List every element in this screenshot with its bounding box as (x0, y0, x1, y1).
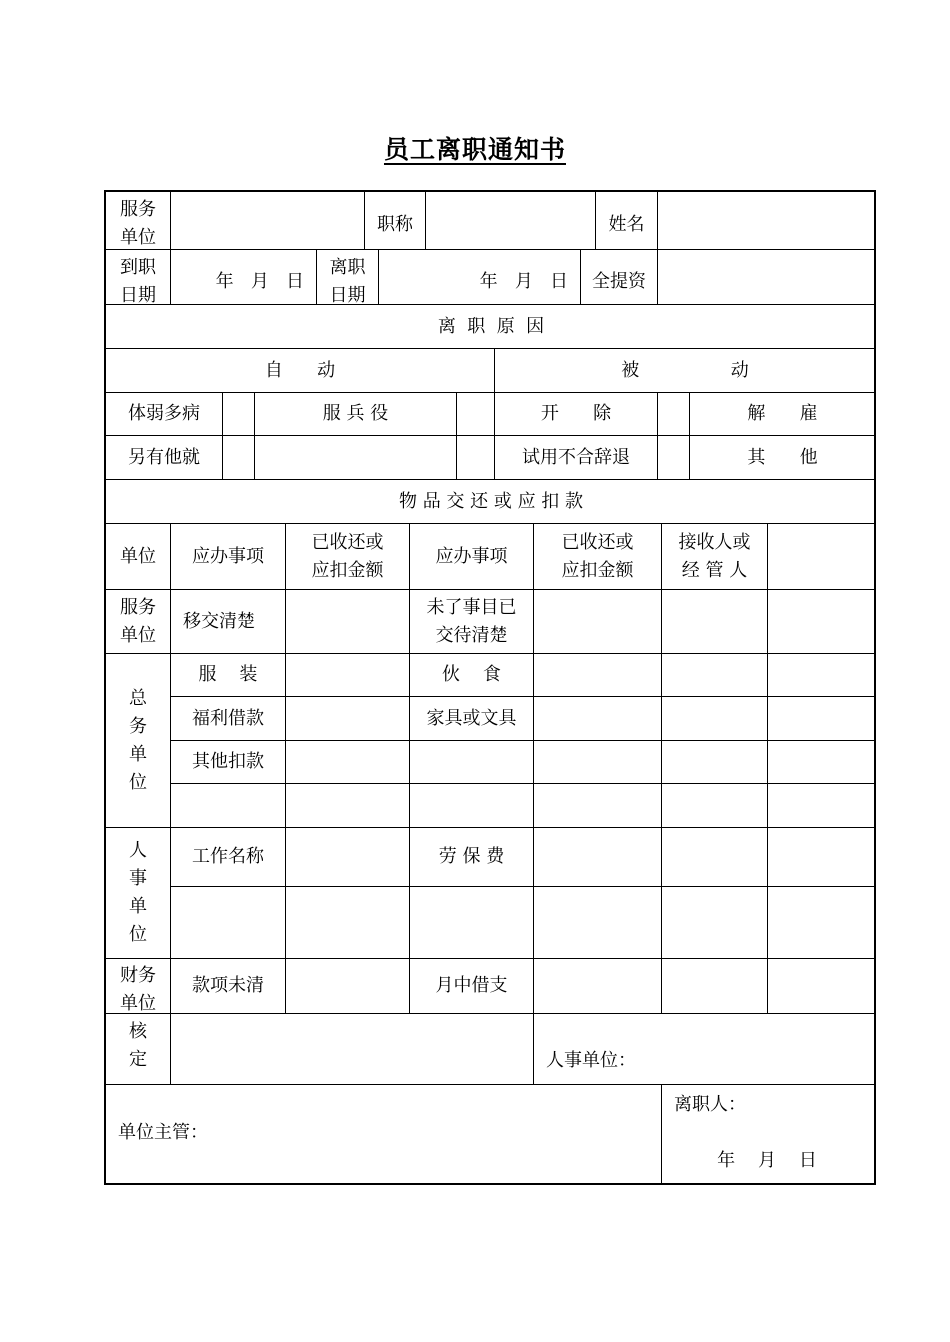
approval-hr-unit: 人事单位： (546, 1050, 636, 1071)
col-unit: 单位 (120, 545, 156, 567)
row-divider (170, 886, 876, 887)
unsettled-label: 款项未清 (192, 975, 264, 996)
handover-label: 移交清楚 (183, 610, 255, 632)
pending-label: 未了事目已 交待清楚 (426, 596, 517, 646)
col-divider (222, 392, 223, 480)
welfare-loan-label: 福利借款 (192, 707, 264, 729)
voluntary-label: 自 动 (264, 359, 336, 381)
col-divider (657, 190, 658, 305)
full-pay-label: 全提资 (592, 271, 646, 292)
reason-heading: 离 职 原 因 (437, 315, 545, 337)
col-task-1: 应办事项 (192, 545, 264, 567)
col-amount-1: 已收还或 应扣金额 (311, 531, 384, 581)
service-unit-label: 服务 单位 (120, 199, 156, 248)
row-divider (104, 1013, 876, 1014)
row-divider (104, 1084, 876, 1085)
col-divider (456, 392, 457, 480)
col-divider (661, 523, 662, 1014)
leaver-label: 离职人： (674, 1094, 746, 1115)
reason-illness: 体弱多病 (128, 403, 200, 424)
col-divider (767, 523, 768, 1014)
row-finance-unit: 财务 单位 (120, 965, 156, 1013)
row-service-unit: 服务 单位 (120, 596, 156, 646)
col-divider (425, 190, 426, 250)
entry-date-label: 到职 日期 (120, 257, 156, 304)
items-heading: 物 品 交 还 或 应 扣 款 (398, 490, 584, 512)
entry-date-value: 年 月 日 (215, 271, 304, 292)
leave-date-value: 年 月 日 (479, 271, 568, 292)
reason-other-job: 另有他就 (128, 446, 200, 468)
row-divider (170, 783, 876, 784)
reason-probation: 试用不合辞退 (522, 446, 630, 468)
col-divider (657, 392, 658, 480)
supervisor-label: 单位主管： (118, 1122, 208, 1143)
document-title: 员工离职通知书 (383, 135, 566, 164)
reason-dismissal: 开 除 (540, 403, 612, 424)
row-general-unit: 总 务 单 位 (129, 687, 147, 793)
col-divider (285, 523, 286, 1014)
clothing-label: 服 装 (198, 664, 258, 685)
reason-other: 其 他 (747, 446, 818, 468)
reason-military: 服 兵 役 (322, 403, 389, 424)
leave-date-label: 离职 日期 (329, 257, 366, 304)
name-label: 姓名 (608, 214, 645, 235)
reason-layoff: 解 雇 (747, 403, 818, 424)
mid-month-loan-label: 月中借支 (435, 975, 508, 996)
work-name-label: 工作名称 (192, 846, 264, 867)
other-deduction-label: 其他扣款 (192, 751, 264, 772)
involuntary-label: 被 动 (621, 359, 749, 381)
col-amount-2: 已收还或 应扣金额 (561, 531, 634, 581)
meals-label: 伙 食 (442, 664, 501, 685)
col-receiver: 接收人或 经 管 人 (678, 531, 751, 581)
col-divider (533, 523, 534, 1084)
footer-date: 年 月 日 (717, 1150, 817, 1171)
furniture-label: 家具或文具 (426, 707, 517, 729)
row-hr-unit: 人 事 单 位 (129, 840, 147, 945)
approval-label: 核 定 (129, 1021, 147, 1070)
col-task-2: 应办事项 (435, 545, 508, 567)
labor-fee-label: 劳 保 费 (438, 846, 505, 867)
row-divider (104, 249, 876, 250)
job-title-label: 职称 (377, 214, 413, 235)
